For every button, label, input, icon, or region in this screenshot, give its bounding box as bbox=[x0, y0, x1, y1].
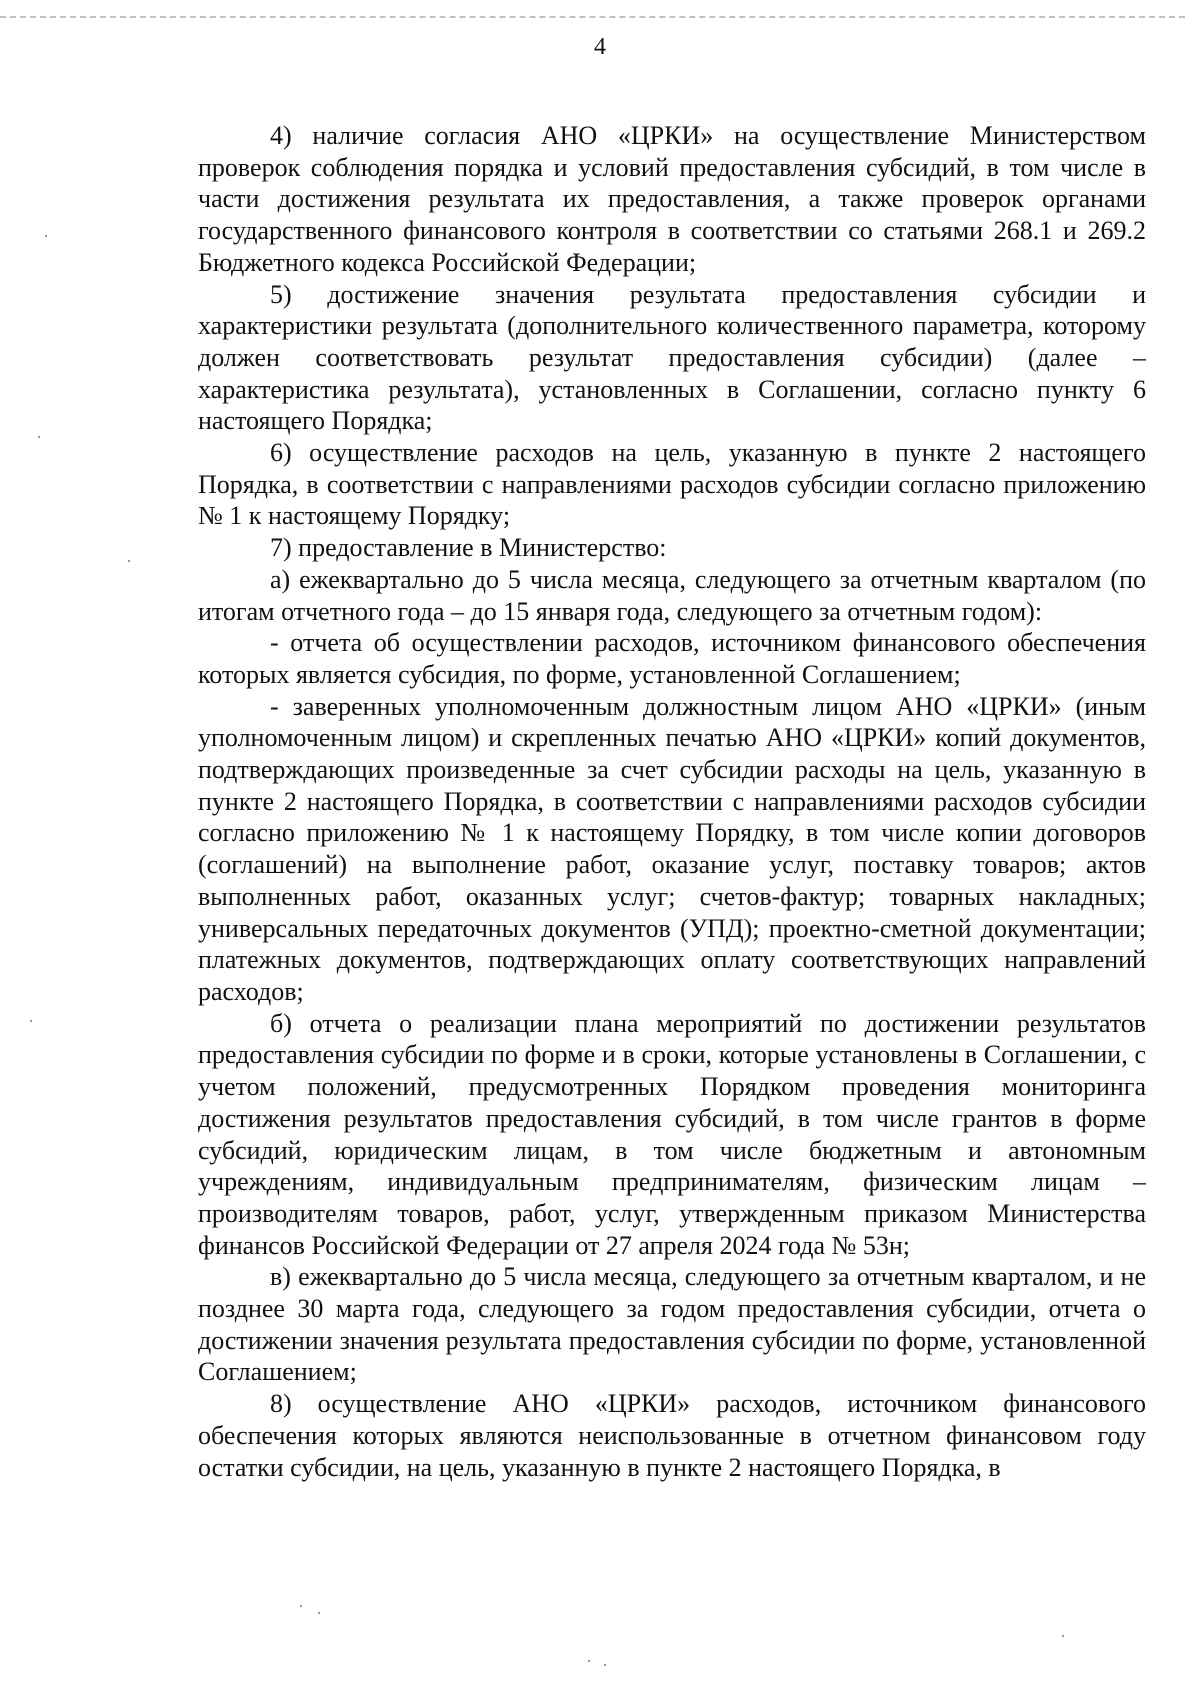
paragraph-item-4: 4) наличие согласия АНО «ЦРКИ» на осуществление Министерством проверок соблюдения порядка и условий предоставления субсидий, в том числе в части достижения результата их предоставления, а также проверок органами государственного финансового контроля в соответствии со статьями 268.1 и 269.2 Бюджетного кодекса Российской Федерации; bbox=[198, 121, 1146, 277]
scan-speck bbox=[38, 436, 40, 438]
paragraph-item-7: 7) предоставление в Министерство: bbox=[270, 533, 667, 563]
paragraph-subitem-a: а) ежеквартально до 5 числа месяца, следующего за отчетным кварталом (по итогам отчетного года – до 15 января года, следующего за отчетным годом): bbox=[198, 564, 1146, 626]
scan-speck bbox=[45, 235, 47, 237]
paragraph-item-5: 5) достижение значения результата предоставления субсидии и характеристики результата (дополнительного количественного параметра, которому должен соответствовать результат предоставления субсидии) (далее – характеристика результата), установленных в Соглашении, согласно пункту 6 настоящего Порядка; bbox=[198, 279, 1146, 436]
scan-speck bbox=[30, 1020, 32, 1022]
paragraph-subitem-v: в) ежеквартально до 5 числа месяца, следующего за отчетным кварталом, и не позднее 30 марта года, следующего за годом предоставления субсидии, отчета о достижении значения результата предоставления субсидии по форме, установленной Соглашением; bbox=[198, 1262, 1146, 1387]
paragraph-bullet-report: - отчета об осуществлении расходов, источником финансового обеспечения которых является субсидия, по форме, установленной Соглашением; bbox=[198, 628, 1146, 689]
scan-speck bbox=[128, 560, 130, 562]
page-number: 4 bbox=[594, 34, 606, 60]
scan-speck bbox=[604, 1664, 606, 1666]
paragraph-subitem-b: б) отчета о реализации плана мероприятий по достижении результатов предоставления субсидии по форме и в сроки, которые установлены в Соглашении, с учетом положений, предусмотренных Порядком проведения мониторинга достижения результатов предоставления субсидий, в том числе грантов в форме субсидий, юридическим лицам, в том числе бюджетным и автономным учреждениям, индивидуальным предпринимателям, физическим лицам – производителям товаров, работ, услуг, утвержденным приказом Министерства финансов Российской Федерации от 27 апреля 2024 года № 53н; bbox=[198, 1008, 1146, 1260]
document-body bbox=[198, 120, 1146, 1483]
scan-speck bbox=[588, 1660, 590, 1662]
scan-speck bbox=[1062, 1635, 1064, 1637]
scan-top-edge bbox=[0, 16, 1185, 18]
paragraph-item-6: 6) осуществление расходов на цель, указанную в пункте 2 настоящего Порядка, в соответствии с направлениями расходов субсидии согласно приложению № 1 к настоящему Порядку; bbox=[198, 438, 1146, 531]
scan-speck bbox=[318, 1612, 320, 1614]
scan-speck bbox=[300, 1605, 302, 1607]
paragraph-item-8: 8) осуществление АНО «ЦРКИ» расходов, источником финансового обеспечения которых являются неиспользованные в отчетном финансовом году остатки субсидии, на цель, указанную в пункте 2 настоящего Порядка, в bbox=[198, 1389, 1146, 1482]
paragraph-bullet-documents: - заверенных уполномоченным должностным лицом АНО «ЦРКИ» (иным уполномоченным лицом) и скрепленных печатью АНО «ЦРКИ» копий документов, подтверждающих произведенные за счет субсидии расходы на цель, указанную в пункте 2 настоящего Порядка, в соответствии с направлениями расходов субсидии согласно приложению № 1 к настоящему Порядку, в том числе копии договоров (соглашений) на выполнение работ, оказание услуг, поставку товаров; актов выполненных работ, оказанных услуг; счетов-фактур; товарных накладных; универсальных передаточных документов (УПД); проектно-сметной документации; платежных документов, подтверждающих оплату соответствующих направлений расходов; bbox=[198, 691, 1146, 1006]
